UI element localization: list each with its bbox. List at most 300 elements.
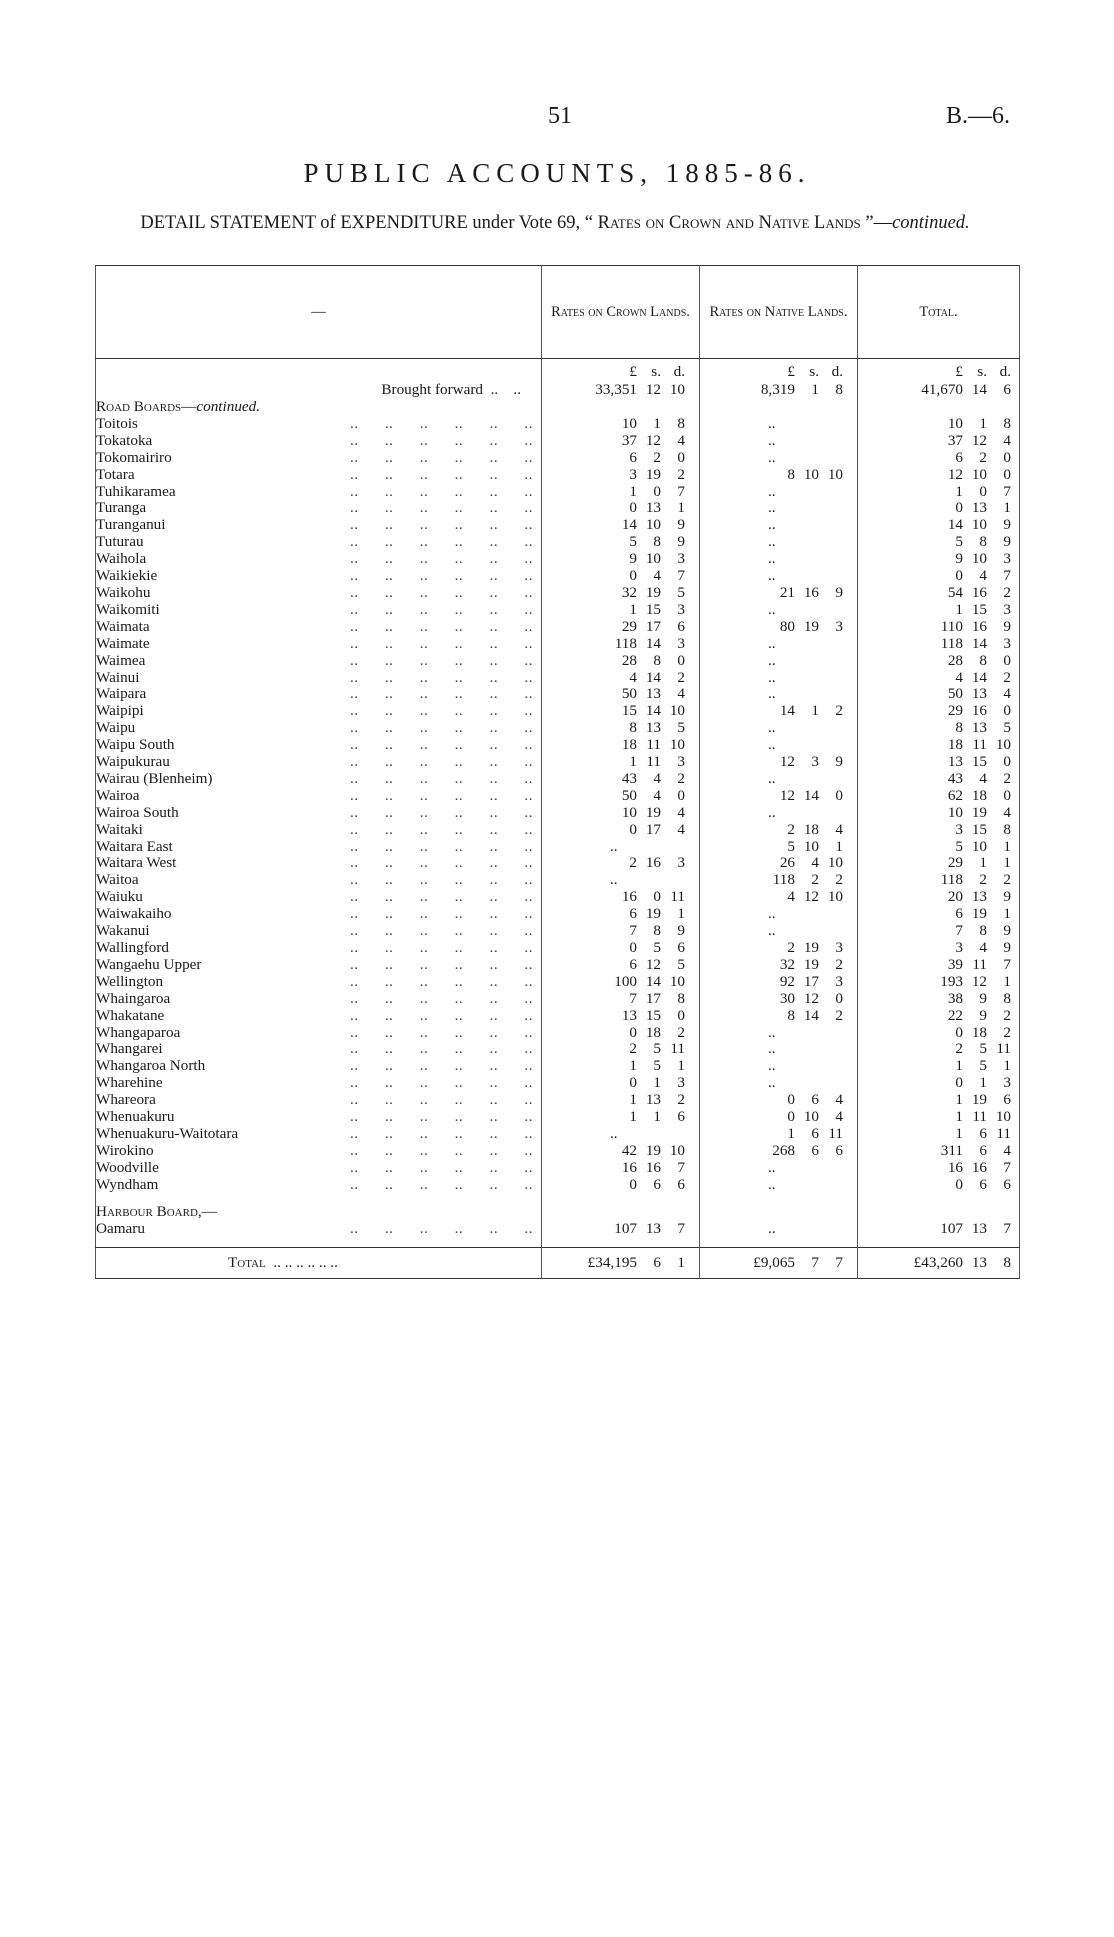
total-amount: 38 9 8 [858, 991, 1020, 1008]
total-amount: 54 16 2 [858, 585, 1020, 602]
total-amount: 43 4 2 [858, 771, 1020, 788]
empty-marker: .. [768, 1176, 776, 1193]
native-amount [700, 1221, 858, 1238]
crown-amount: 9 10 3 [542, 551, 700, 568]
native-amount: 5 10 1 [700, 839, 858, 856]
table-row [96, 686, 1020, 703]
total-amount: 110 16 9 [858, 619, 1020, 636]
crown-amount: 42 19 10 [542, 1143, 700, 1160]
table-row [96, 517, 1020, 534]
empty-marker: .. [610, 1125, 618, 1142]
native-amount [700, 720, 858, 737]
empty-marker: .. [768, 500, 776, 517]
row-label: Waitaki .. .. .. .. .. .. [96, 821, 533, 838]
crown-amount: 1 5 1 [542, 1058, 700, 1075]
native-amount: 12 14 0 [700, 788, 858, 805]
crown-amount: 50 13 4 [542, 686, 700, 703]
row-label: Waitoa .. .. .. .. .. .. [96, 872, 533, 889]
table-row [96, 1109, 1020, 1126]
row-label: Wallingford .. .. .. .. .. .. [96, 940, 533, 956]
row-label: Whangaparoa .. .. .. .. .. .. [96, 1024, 533, 1041]
total-amount: 7 8 9 [858, 923, 1020, 940]
crown-amount: 10 19 4 [542, 805, 700, 822]
empty-marker: .. [768, 635, 776, 652]
units-native: £ s. d. [700, 359, 858, 382]
total-amount: 29 1 1 [858, 855, 1020, 872]
column-header-crown: Rates on Crown Lands. [542, 266, 700, 359]
crown-amount: 1 11 3 [542, 754, 700, 771]
row-label: Waiuku .. .. .. .. .. .. [96, 889, 533, 906]
empty-marker: .. [768, 652, 776, 669]
total-amount: 1 15 3 [858, 602, 1020, 619]
native-amount: 92 17 3 [700, 974, 858, 991]
native-amount [700, 686, 858, 703]
spacer-row [96, 1194, 1020, 1204]
empty-marker: .. [768, 483, 776, 500]
units-total: £ s. d. [858, 359, 1020, 382]
row-label: Oamaru .. .. .. .. .. .. [96, 1220, 533, 1237]
native-amount [700, 771, 858, 788]
native-amount [700, 653, 858, 670]
total-amount: 5 10 1 [858, 839, 1020, 856]
native-amount [700, 670, 858, 687]
total-amount: 1 19 6 [858, 1092, 1020, 1109]
row-label: Waikiekie .. .. .. .. .. .. [96, 568, 533, 585]
row-label: Wharehine .. .. .. .. .. .. [96, 1075, 533, 1092]
native-amount: 12 3 9 [700, 754, 858, 771]
total-amount: 37 12 4 [858, 433, 1020, 450]
table-row [96, 923, 1020, 940]
native-amount [700, 1160, 858, 1177]
page-title: PUBLIC ACCOUNTS, 1885-86. [303, 158, 811, 188]
crown-amount: 0 13 1 [542, 500, 700, 517]
empty-marker: .. [768, 601, 776, 618]
subtitle-end: ”— [860, 213, 893, 233]
total-amount: 62 18 0 [858, 788, 1020, 805]
page-number: 51 [548, 103, 572, 129]
total-amount: 2 5 11 [858, 1041, 1020, 1058]
row-label: Wairau (Blenheim) .. .. .. .. .. .. [96, 770, 533, 787]
total-amount: 4 14 2 [858, 670, 1020, 687]
native-amount: 32 19 2 [700, 957, 858, 974]
table-row [96, 906, 1020, 923]
total-label: Total .. .. .. .. .. .. [96, 1248, 542, 1279]
native-amount [700, 433, 858, 450]
row-label: Wairoa .. .. .. .. .. .. [96, 787, 533, 804]
row-label: Waimata .. .. .. .. .. .. [96, 618, 533, 635]
table-row [96, 433, 1020, 450]
crown-amount: 16 16 7 [542, 1160, 700, 1177]
table-row [96, 771, 1020, 788]
row-label: Whangaroa North .. .. .. .. .. .. [96, 1058, 533, 1075]
native-amount: 118 2 2 [700, 872, 858, 889]
crown-amount [542, 839, 700, 856]
native-amount [700, 517, 858, 534]
crown-amount: 0 18 2 [542, 1025, 700, 1042]
row-label: Whenuakuru-Waitotara .. .. .. .. .. .. [96, 1125, 533, 1142]
empty-marker: .. [768, 1075, 776, 1092]
total-amount: 311 6 4 [858, 1143, 1020, 1160]
brought-forward-crown: 33,351 12 10 [542, 381, 700, 399]
total-row [96, 1248, 1020, 1279]
crown-amount: 0 17 4 [542, 822, 700, 839]
row-label: Waimea .. .. .. .. .. .. [96, 652, 533, 669]
empty-marker: .. [768, 432, 776, 449]
total-amount: 14 10 9 [858, 517, 1020, 534]
total-amount: 22 9 2 [858, 1008, 1020, 1025]
total-grand: £43,260 13 8 [858, 1248, 1020, 1279]
row-label: Wellington .. .. .. .. .. .. [96, 973, 533, 990]
subtitle-caps: Rates on Crown and Native Lands [597, 213, 861, 233]
table-row [96, 855, 1020, 872]
empty-marker: .. [768, 1220, 776, 1237]
table-row [96, 1221, 1020, 1238]
total-amount: 18 11 10 [858, 737, 1020, 754]
crown-amount [542, 1126, 700, 1143]
native-amount: 0 10 4 [700, 1109, 858, 1126]
table-row [96, 1058, 1020, 1075]
units-crown: £ s. d. [542, 359, 700, 382]
empty-marker: .. [768, 770, 776, 787]
row-label: Whareora .. .. .. .. .. .. [96, 1092, 533, 1109]
row-label: Waipu .. .. .. .. .. .. [96, 720, 533, 737]
native-amount [700, 923, 858, 940]
crown-amount: 5 8 9 [542, 534, 700, 551]
table-row [96, 1160, 1020, 1177]
native-amount: 8 10 10 [700, 467, 858, 484]
total-amount: 8 13 5 [858, 720, 1020, 737]
crown-amount: 107 13 7 [542, 1221, 700, 1238]
table-row [96, 1126, 1020, 1143]
total-amount: 3 15 8 [858, 822, 1020, 839]
native-amount: 26 4 10 [700, 855, 858, 872]
crown-amount: 32 19 5 [542, 585, 700, 602]
native-amount: 1 6 11 [700, 1126, 858, 1143]
native-amount: 4 12 10 [700, 889, 858, 906]
crown-amount: 6 12 5 [542, 957, 700, 974]
native-amount: 2 19 3 [700, 940, 858, 957]
crown-amount: 1 15 3 [542, 602, 700, 619]
empty-marker: .. [768, 720, 776, 737]
crown-amount: 43 4 2 [542, 771, 700, 788]
total-amount: 118 2 2 [858, 872, 1020, 889]
empty-marker: .. [768, 551, 776, 568]
spacer-row [96, 1237, 1020, 1248]
total-amount: 10 1 8 [858, 416, 1020, 433]
native-amount: 80 19 3 [700, 619, 858, 636]
row-label: Wirokino .. .. .. .. .. .. [96, 1142, 533, 1159]
subtitle-main: DETAIL STATEMENT of EXPENDITURE under Vote 69, “ [140, 213, 598, 233]
row-label: Waipu South .. .. .. .. .. .. [96, 737, 533, 754]
total-amount: 16 16 7 [858, 1160, 1020, 1177]
native-amount [700, 805, 858, 822]
row-label: Waikohu .. .. .. .. .. .. [96, 584, 533, 601]
crown-amount: 0 4 7 [542, 568, 700, 585]
empty-marker: .. [768, 923, 776, 940]
native-amount [700, 551, 858, 568]
crown-amount: 29 17 6 [542, 619, 700, 636]
total-amount: 10 19 4 [858, 805, 1020, 822]
table-row [96, 974, 1020, 991]
table-row [96, 991, 1020, 1008]
total-amount: 0 6 6 [858, 1177, 1020, 1194]
native-amount [700, 1075, 858, 1092]
table-header-row [96, 266, 1020, 359]
row-label: Wangaehu Upper .. .. .. .. .. .. [96, 956, 533, 973]
crown-amount: 15 14 10 [542, 703, 700, 720]
section-label-harbour-board: Harbour Board,— [96, 1203, 217, 1220]
crown-amount: 10 1 8 [542, 416, 700, 433]
total-amount: 50 13 4 [858, 686, 1020, 703]
crown-amount: 0 1 3 [542, 1075, 700, 1092]
total-amount: 20 13 9 [858, 889, 1020, 906]
total-amount: 39 11 7 [858, 957, 1020, 974]
table-row [96, 619, 1020, 636]
total-amount: 28 8 0 [858, 653, 1020, 670]
column-header-total: Total. [858, 266, 1020, 359]
row-label: Wakanui .. .. .. .. .. .. [96, 923, 533, 940]
empty-marker: .. [768, 686, 776, 703]
subtitle-italic: continued. [892, 213, 970, 233]
native-amount: 8 14 2 [700, 1008, 858, 1025]
row-label: Waimate .. .. .. .. .. .. [96, 635, 533, 652]
row-label: Turanga .. .. .. .. .. .. [96, 500, 533, 517]
column-header-native: Rates on Native Lands. [700, 266, 858, 359]
row-label: Waipipi .. .. .. .. .. .. [96, 703, 533, 720]
crown-amount: 13 15 0 [542, 1008, 700, 1025]
table-row [96, 720, 1020, 737]
total-amount: 9 10 3 [858, 551, 1020, 568]
empty-marker: .. [768, 906, 776, 923]
total-amount: 12 10 0 [858, 467, 1020, 484]
row-label: Tuhikaramea .. .. .. .. .. .. [96, 483, 533, 500]
crown-amount: 118 14 3 [542, 636, 700, 653]
page-subtitle [90, 212, 1020, 234]
crown-amount: 0 6 6 [542, 1177, 700, 1194]
row-label: Whenuakuru .. .. .. .. .. .. [96, 1109, 533, 1126]
row-label: Waihola .. .. .. .. .. .. [96, 551, 533, 568]
table-body [96, 359, 1020, 1279]
native-amount [700, 636, 858, 653]
table-row [96, 703, 1020, 720]
table-row [96, 737, 1020, 754]
row-label: Waipukurau .. .. .. .. .. .. [96, 754, 533, 771]
empty-marker: .. [610, 838, 618, 855]
empty-marker: .. [768, 517, 776, 534]
table-row [96, 670, 1020, 687]
table-row [96, 889, 1020, 906]
native-amount: 2 18 4 [700, 822, 858, 839]
table-row [96, 872, 1020, 889]
row-label: Whangarei .. .. .. .. .. .. [96, 1041, 533, 1058]
total-amount: 0 13 1 [858, 500, 1020, 517]
native-amount [700, 500, 858, 517]
expenditure-table [95, 265, 1020, 1279]
table-row [96, 1041, 1020, 1058]
crown-amount: 1 0 7 [542, 484, 700, 501]
total-amount: 29 16 0 [858, 703, 1020, 720]
table-row [96, 1177, 1020, 1194]
native-amount [700, 534, 858, 551]
table-row [96, 534, 1020, 551]
row-label: Woodville .. .. .. .. .. .. [96, 1159, 533, 1176]
crown-amount: 16 0 11 [542, 889, 700, 906]
crown-amount: 6 2 0 [542, 450, 700, 467]
total-amount: 1 6 11 [858, 1126, 1020, 1143]
row-label: Totara .. .. .. .. .. .. [96, 466, 533, 483]
total-amount: 6 2 0 [858, 450, 1020, 467]
total-native: £9,065 7 7 [700, 1248, 858, 1279]
native-amount [700, 1041, 858, 1058]
total-amount: 3 4 9 [858, 940, 1020, 957]
crown-amount [542, 872, 700, 889]
crown-amount: 50 4 0 [542, 788, 700, 805]
crown-amount: 18 11 10 [542, 737, 700, 754]
row-label: Wyndham .. .. .. .. .. .. [96, 1176, 533, 1193]
row-label: Wainui .. .. .. .. .. .. [96, 669, 533, 686]
table-row [96, 805, 1020, 822]
total-amount: 1 5 1 [858, 1058, 1020, 1075]
row-label: Whakatane .. .. .. .. .. .. [96, 1007, 533, 1024]
native-amount: 30 12 0 [700, 991, 858, 1008]
row-label: Waipara .. .. .. .. .. .. [96, 686, 533, 703]
empty-marker: .. [768, 449, 776, 466]
native-amount [700, 416, 858, 433]
row-label: Whaingaroa .. .. .. .. .. .. [96, 990, 533, 1007]
empty-marker: .. [768, 804, 776, 821]
crown-amount: 2 16 3 [542, 855, 700, 872]
table-row [96, 1075, 1020, 1092]
table-row [96, 754, 1020, 771]
table-row [96, 1092, 1020, 1109]
total-crown: £34,195 6 1 [542, 1248, 700, 1279]
table-row [96, 484, 1020, 501]
section-label-road-boards: Road Boards—continued. [96, 399, 261, 415]
section-row-road-boards [96, 399, 1020, 416]
table-row [96, 585, 1020, 602]
table-row [96, 500, 1020, 517]
native-amount [700, 1177, 858, 1194]
table-row [96, 839, 1020, 856]
total-amount: 107 13 7 [858, 1221, 1020, 1238]
table-row [96, 602, 1020, 619]
row-label: Waiwakaiho .. .. .. .. .. .. [96, 906, 533, 923]
table-row [96, 940, 1020, 957]
brought-forward-row [96, 381, 1020, 399]
crown-amount: 2 5 11 [542, 1041, 700, 1058]
native-amount: 21 16 9 [700, 585, 858, 602]
table-row [96, 551, 1020, 568]
section-row-harbour-board [96, 1204, 1020, 1221]
crown-amount: 4 14 2 [542, 670, 700, 687]
empty-marker: .. [768, 568, 776, 585]
row-label: Turanganui .. .. .. .. .. .. [96, 517, 533, 534]
empty-marker: .. [768, 1058, 776, 1075]
empty-marker: .. [768, 415, 776, 432]
row-label: Waitara East .. .. .. .. .. .. [96, 838, 533, 855]
crown-amount: 0 5 6 [542, 940, 700, 957]
crown-amount: 100 14 10 [542, 974, 700, 991]
crown-amount: 28 8 0 [542, 653, 700, 670]
total-amount: 1 0 7 [858, 484, 1020, 501]
document-reference: B.—6. [945, 103, 1010, 129]
native-amount: 0 6 4 [700, 1092, 858, 1109]
native-amount [700, 906, 858, 923]
total-amount: 0 1 3 [858, 1075, 1020, 1092]
table-row [96, 1008, 1020, 1025]
total-amount: 5 8 9 [858, 534, 1020, 551]
brought-forward-total: 41,670 14 6 [858, 381, 1020, 399]
brought-forward-native: 8,319 1 8 [700, 381, 858, 399]
native-amount [700, 1025, 858, 1042]
native-amount: 14 1 2 [700, 703, 858, 720]
table-row [96, 416, 1020, 433]
row-label: Tokomairiro .. .. .. .. .. .. [96, 449, 533, 466]
row-label: Waitara West .. .. .. .. .. .. [96, 855, 533, 872]
native-amount [700, 1058, 858, 1075]
total-amount: 118 14 3 [858, 636, 1020, 653]
native-amount [700, 484, 858, 501]
crown-amount: 6 19 1 [542, 906, 700, 923]
empty-marker: .. [768, 534, 776, 551]
crown-amount: 37 12 4 [542, 433, 700, 450]
units-blank [96, 359, 542, 382]
empty-marker: .. [610, 872, 618, 889]
table-row [96, 957, 1020, 974]
total-amount: 0 18 2 [858, 1025, 1020, 1042]
crown-amount: 14 10 9 [542, 517, 700, 534]
units-row [96, 359, 1020, 382]
total-amount: 6 19 1 [858, 906, 1020, 923]
empty-marker: .. [768, 1024, 776, 1041]
row-label: Toitois .. .. .. .. .. .. [96, 415, 533, 432]
native-amount: 268 6 6 [700, 1143, 858, 1160]
brought-forward-label: Brought forward .. .. [381, 381, 521, 398]
total-amount: 13 15 0 [858, 754, 1020, 771]
table-row [96, 653, 1020, 670]
crown-amount: 3 19 2 [542, 467, 700, 484]
native-amount [700, 602, 858, 619]
row-label: Tuturau .. .. .. .. .. .. [96, 534, 533, 551]
empty-marker: .. [768, 1159, 776, 1176]
table-row [96, 822, 1020, 839]
row-label: Waikomiti .. .. .. .. .. .. [96, 601, 533, 618]
column-header-name: — [96, 266, 542, 359]
table-row [96, 636, 1020, 653]
total-amount: 1 11 10 [858, 1109, 1020, 1126]
row-label: Tokatoka .. .. .. .. .. .. [96, 432, 533, 449]
crown-amount: 7 17 8 [542, 991, 700, 1008]
native-amount [700, 568, 858, 585]
table-row [96, 450, 1020, 467]
table-row [96, 788, 1020, 805]
table-row [96, 1143, 1020, 1160]
empty-marker: .. [768, 1041, 776, 1058]
native-amount [700, 450, 858, 467]
empty-marker: .. [768, 669, 776, 686]
crown-amount: 1 1 6 [542, 1109, 700, 1126]
table-row [96, 1025, 1020, 1042]
crown-amount: 7 8 9 [542, 923, 700, 940]
crown-amount: 8 13 5 [542, 720, 700, 737]
empty-marker: .. [768, 737, 776, 754]
crown-amount: 1 13 2 [542, 1092, 700, 1109]
total-amount: 0 4 7 [858, 568, 1020, 585]
table-row [96, 467, 1020, 484]
table-row [96, 568, 1020, 585]
row-label: Wairoa South .. .. .. .. .. .. [96, 804, 533, 821]
native-amount [700, 737, 858, 754]
